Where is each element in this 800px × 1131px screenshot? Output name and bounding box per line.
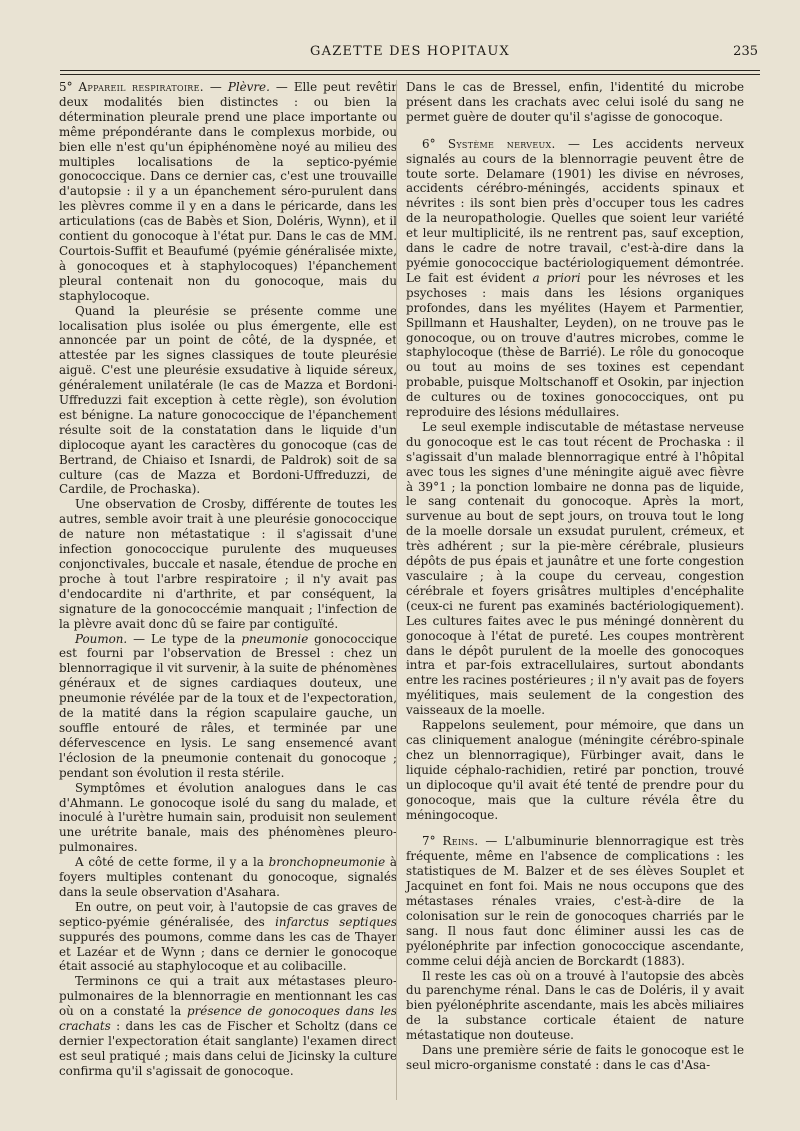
paragraph-infarctus — [59, 900, 397, 975]
paragraph-prochaska: Le seul exemple indiscutable de métastase nerveuse du gonocoque est le cas tout récent de Prochaska : il s'agissait d'un malade blennorragique entré à l'hôpital avec tous les signes d'une méningite aiguë avec fièvre à 39°1 ; la ponction lombaire ne donna pas de liquide, le sang contenait du gonocoque. Après la mort, survenue au bout de sept jours, on trouva tout le long de la moelle dorsale un exsudat purulent, crémeux, et très adhérent ; sur la pie-mère cérébrale, plusieurs dépôts de pus épais et jaunâtre et une forte congestion vasculaire ; à la coupe du cerveau, congestion cérébrale et foyers grisâtres multiples d'encéphalite (ceux-ci ne furent pas examinés bactériologiquement). Les cultures faites avec le pus méningé donnèrent du gonocoque à l'état de pureté. Les coupes montrèrent dans le dépôt purulent de la moelle des gonocoques intra et par-fois extracellulaires, surtout abondants entre les racines postérieures ; il n'y avait pas de foyers myélitiques, mais seulement de la congestion des vaisseaux de la moelle. — [406, 419, 744, 718]
term-pneumonie: pneumonie — [241, 631, 309, 646]
header-rule-bottom — [60, 74, 760, 75]
paragraph-text: — L'albuminurie blennorragique est très fréquente, même en l'absence de complications : les statistiques de M. Balzer et de ses élèves Souplet et Jacquinet en font foi. Mais ne nous occupons que des métastases rénales vraies, c'est-à-dire de la colonisation sur le rein de gonocoques charriés par le sang. Il nous faut donc éliminer aussi les cas de pyélonéphrite par infection gonococcique ascendante, comme celui déjà ancien de Borckardt (1883). — [406, 834, 744, 968]
paragraph-crosby: Une observation de Crosby, différente de toutes les autres, semble avoir trait à une pleurésie gonococcique de nature non métastatique : il s'agissait d'une infection gonococcique purulente des muqueuses conjonctivales, buccale et nasale, étendue de proche en proche à tout l'arbre respiratoire ; il n'y avait pas d'endocardite ni d'arthrite, et par conséquent, la signature de la gonococcémie manquait ; l'infection de la plèvre avait donc dû se faire par contiguïté. — [59, 497, 397, 631]
paragraph-text: — Elle peut revêtir deux modalités bien distinctes : ou bien la détermination pleurale prend une place importante ou même prépondérante dans le complexus morbide, ou bien elle n'est qu'un épiphénomène noyé au milieu des multiples localisations de la septico-pyémie gonococcique. Dans ce dernier cas, c'est une trouvaille d'autopsie : il y a un épanchement séro-purulent dans les plèvres comme il y en a dans le péricarde, dans les articulations (cas de Babès et Sion, Doléris, Wynn), et il contient du gonocoque à l'état pur. Dans le cas de MM. Courtois-Suffit et Beaufumé (pyémie généralisée mixte, à gonocoques et à staphylocoques) l'épanchement pleural contenait non du gonocoque, mais du staphylocoque. — [59, 80, 398, 303]
separator: — — [203, 80, 228, 94]
paragraph-bressel: Dans le cas de Bressel, enfin, l'identité du microbe présent dans les crachats avec celui isolé du sang ne permet guère de douter qu'il s'agisse de gonocoque. — [406, 80, 744, 124]
paragraph-bronchopneumonie — [59, 855, 397, 900]
paragraph-pleurisy-isolated: Quand la pleurésie se présente comme une localisation plus isolée ou plus émergente, elle est annoncée par un point de côté, de la dyspnée, et attestée par les signes classiques de toute pleurésie aiguë. C'est une pleurésie exsudative à liquide séreux, généralement unilatérale (le cas de Mazza et Bordoni-Uffreduzzi fait exception à cette règle), son évolution est bénigne. La nature gonococcique de l'épanchement résulte soit de la constatation dans le liquide d'un diplocoque ayant les caractères du gonocoque (cas de Bertrand, de Chiaiso et Isnardi, de Paldrok) soit de sa culture (cas de Mazza et Bordoni-Uffreduzzi, de Cardile, de Prochaska). — [59, 303, 397, 497]
section-title-kidneys: Reins. — [442, 834, 479, 849]
paragraph-asahara: Dans une première série de faits le gonocoque est le seul micro-organisme constaté : dans le cas d'Asa- — [406, 1043, 744, 1072]
header-rule-top — [60, 70, 760, 71]
left-column — [59, 80, 397, 1079]
paragraph-poumon — [59, 632, 397, 781]
running-title: GAZETTE DES HOPITAUX — [310, 44, 510, 59]
subsection-title-plevre: Plèvre. — [227, 80, 270, 94]
paragraph-text: Terminons ce qui a trait aux métastases pleuro-pulmonaires de la blennorragie en mentionnant les cas où on a constaté la — [59, 974, 397, 1019]
page-number: 235 — [733, 44, 758, 59]
paragraph-abces: Il reste les cas où on a trouvé à l'autopsie des abcès du parenchyme rénal. Dans le cas de Doléris, il y avait bien pyélonéphrite ascendante, mais les abcès miliaires de la substance corticale étaient de nature métastatique non douteuse. — [406, 968, 744, 1043]
paragraph-text: pour les névroses et les psychoses : mais dans les lésions organiques profondes, dans les myélites (Hayem et Parmentier, Spillmann et Haushalter, Leyden), on ne trouve pas le gonocoque, ou on trouve d'autres microbes, comme le staphylocoque (thèse de Barrié). Le rôle du gonocoque ou tout au moins de ses toxines est cependant probable, puisque Moltschanoff et Osokin, par injection de cultures ou de toxines gonococciques, ont pu reproduire des lésions médullaires. — [406, 270, 744, 420]
paragraph-text: : dans les cas de Fischer et Scholtz (dans ce dernier l'expectoration était sanglante) l'examen direct est seul pratiqué ; mais dans celui de Jicinsky la culture confirma qu'il s'agissait de gonocoque. — [59, 1019, 397, 1078]
paragraph-text: En outre, on peut voir, à l'autopsie de cas graves de septico-pyémie généralisée, des — [59, 899, 397, 929]
paragraph-text: — Les accidents nerveux signalés au cours de la blennorragie peuvent être de toute sorte. Delamare (1901) les divise en névroses, accidents cérébro-méningés, accidents spinaux et névrites : ils sont bien près d'occuper tous les cadres de la neuropathologie. Quelles que soient leur variété et leur multiplicité, ils ne rentrent pas, sauf exception, dans le cadre de notre travail, c'est-à-dire dans la pyémie gonococcique bactériologiquement démontrée. Le fait est évident — [406, 136, 744, 285]
column-divider — [396, 80, 397, 1100]
section-number: 7° — [422, 834, 443, 849]
section-kidneys-paragraph — [406, 834, 744, 968]
term-infarctus: infarctus septiques — [275, 914, 398, 929]
term-bronchopneumonie: bronchopneumonie — [268, 855, 386, 870]
paragraph-crachats — [59, 974, 397, 1078]
section-title-respiratory: Appareil respiratoire. — [78, 80, 204, 94]
right-column — [406, 80, 744, 1073]
section-title-nervous: Système nerveux. — [447, 136, 556, 151]
section-respiratory-paragraph — [59, 80, 397, 304]
subsection-title-poumon: Poumon. — [75, 631, 128, 646]
term-a-priori: a priori — [532, 270, 581, 285]
paragraph-text: — Le type de la — [127, 631, 242, 646]
page-header — [60, 44, 760, 64]
section-number: 6° — [422, 136, 448, 151]
paragraph-text: gonococcique est fourni par l'observation de Bressel : chez un blennorragique il vit survenir, à la suite de phénomènes généraux et de signes cardiaques douteux, une pneumonie révélée par de la toux et de l'expectoration, de la matité dans la région scapulaire gauche, un souffle entouré de râles, et terminée par une défervescence en lysis. Le sang ensemencé avant l'éclosion de la pneumonie contenait du gonocoque ; pendant son évolution il resta stérile. — [59, 631, 397, 780]
term-crachats: présence de gonocoques dans les crachats — [59, 1004, 397, 1034]
paragraph-text: à foyers multiples contenant du gonocoque, signalés dans la seule observation d'Asahara. — [59, 855, 397, 899]
paragraph-text: suppurés des poumons, comme dans les cas de Thayer et Lazéar et de Wynn ; dans ce dernier le gonocoque était associé au staphylocoque et au colibacille. — [59, 929, 397, 974]
paragraph-furbinger: Rappelons seulement, pour mémoire, que dans un cas cliniquement analogue (méningite cérébro-spinale chez un blennorragique), Fürbinger avait, dans le liquide céphalo-rachidien, retiré par ponction, trouvé un diplocoque qu'il avait été tenté de prendre pour du gonocoque, mais que la culture révéla être du méningocoque. — [406, 718, 744, 822]
section-number: 5° — [59, 80, 79, 94]
section-nervous-paragraph — [406, 137, 744, 420]
paragraph-text: A côté de cette forme, il y a la — [75, 855, 269, 870]
paragraph-ahmann: Symptômes et évolution analogues dans le cas d'Ahmann. Le gonocoque isolé du sang du malade, et inoculé à l'urètre humain sain, produisit non seulement une urétrite banale, mais des phénomènes pleuro-pulmonaires. — [59, 780, 397, 855]
